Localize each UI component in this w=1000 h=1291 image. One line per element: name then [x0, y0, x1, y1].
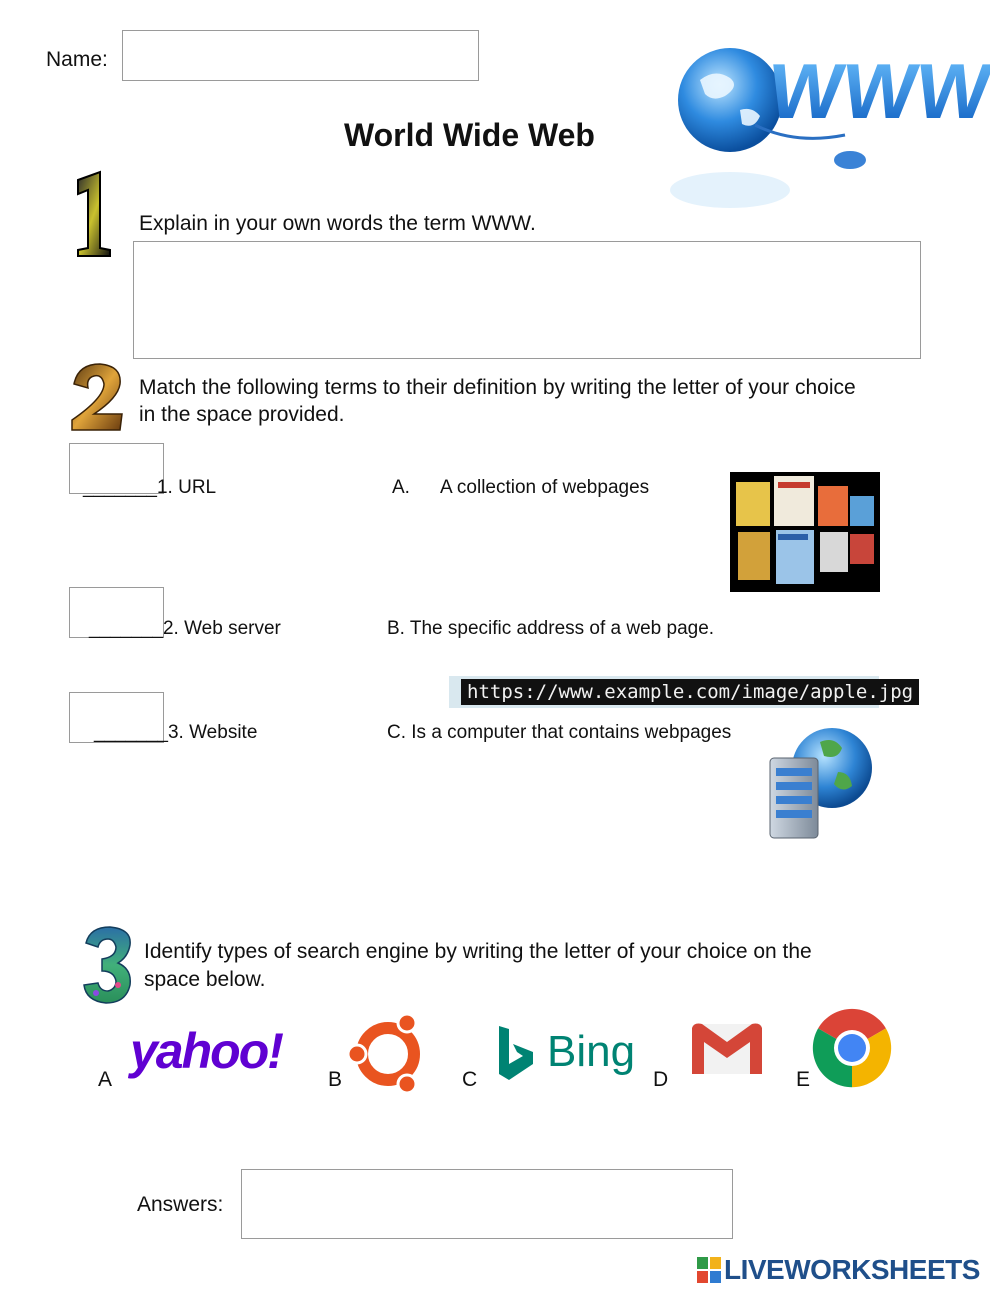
www-banner-text: WWW [763, 47, 990, 135]
question-3-number-icon [82, 925, 134, 1005]
question-2-prompt-line1: Match the following terms to their definition by writing the letter of your choice [139, 376, 856, 399]
question-3-prompt-line2: space below. [144, 968, 266, 991]
page-title: World Wide Web [344, 117, 595, 153]
question-1-prompt: Explain in your own words the term WWW. [139, 212, 536, 235]
question-2-prompt-line2: in the space provided. [139, 403, 345, 426]
term-3-label: _______3. Website [94, 722, 258, 743]
definition-c-text: C. Is a computer that contains webpages [387, 722, 732, 743]
option-e-letter: E [796, 1068, 811, 1091]
webpages-collage-image [730, 472, 880, 592]
url-example-text: https://www.example.com/image/apple.jpg [461, 679, 919, 705]
question-1-number-icon [70, 168, 118, 258]
liveworksheets-brand: LIVEWORKSHEETS [724, 1254, 980, 1285]
bing-logo [497, 1024, 637, 1084]
term-2-label: _______2. Web server [89, 618, 281, 639]
option-c-letter: C [462, 1068, 478, 1091]
term-1-label: _______1. URL [83, 477, 217, 498]
chrome-logo [812, 1008, 892, 1088]
question-1-answer-box[interactable] [133, 241, 921, 359]
answers-input-box[interactable] [241, 1169, 733, 1239]
yahoo-logo: yahoo! [130, 1023, 282, 1079]
question-2-number-icon [68, 362, 128, 432]
name-label: Name: [46, 48, 108, 71]
name-input[interactable] [122, 30, 479, 81]
www-globe-image [660, 30, 990, 220]
definition-a-text: A collection of webpages [440, 477, 650, 498]
option-a-letter: A [98, 1068, 113, 1091]
gmail-logo [690, 1020, 764, 1076]
definition-a-letter: A. [392, 477, 410, 498]
answers-label: Answers: [137, 1193, 224, 1216]
web-server-globe-image [760, 720, 880, 845]
question-3-prompt-line1: Identify types of search engine by writing the letter of your choice on the [144, 940, 812, 963]
option-b-letter: B [328, 1068, 343, 1091]
ubuntu-logo [345, 1008, 431, 1094]
definition-b-text: B. The specific address of a web page. [387, 618, 715, 639]
url-example-image [449, 676, 914, 708]
bing-logo-text: Bing [547, 1027, 636, 1076]
liveworksheets-badge-icon [697, 1257, 721, 1283]
option-d-letter: D [653, 1068, 669, 1091]
